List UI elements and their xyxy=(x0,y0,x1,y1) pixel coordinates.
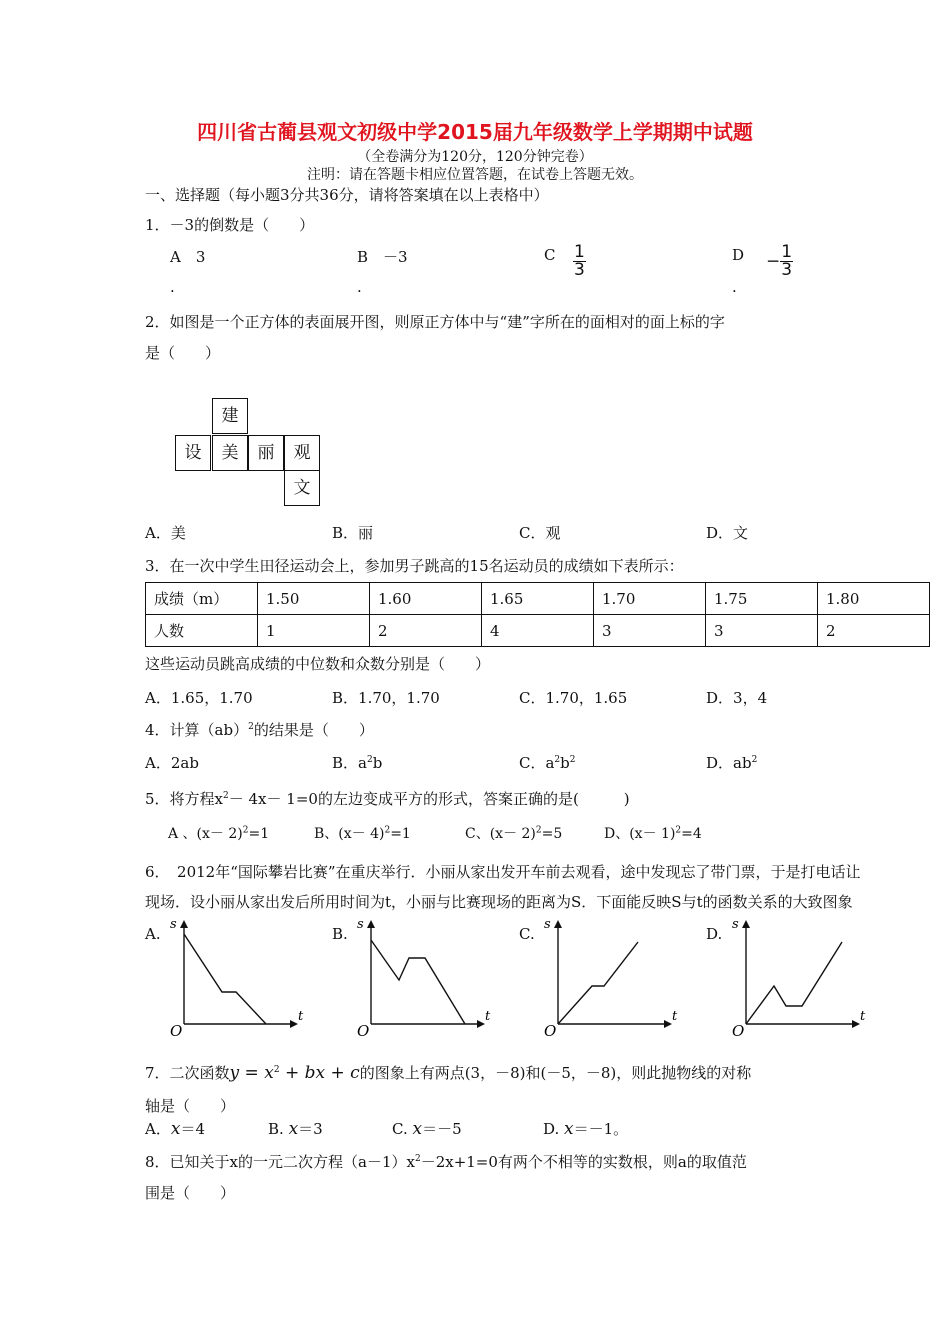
q4-b-end: b xyxy=(372,754,383,772)
q4-d-text: D．ab xyxy=(706,754,752,772)
q4-stem-exp: 2 xyxy=(248,722,254,732)
q4-b-exp: 2 xyxy=(366,755,373,765)
q7-b-text: B. xyxy=(268,1120,284,1138)
graph-b-s-label: s xyxy=(357,917,364,932)
q6-graph-a xyxy=(160,912,310,1042)
q3-option-c: C．1.70，1.65 xyxy=(519,689,628,707)
table-row xyxy=(146,615,930,647)
q7-exp: 2 xyxy=(273,1065,280,1075)
table-cell: 1.75 xyxy=(706,583,818,615)
graph-a-t-arrow xyxy=(290,1020,298,1028)
graph-d-line xyxy=(746,942,842,1024)
subtitle-score: （全卷满分为120分，120分钟完卷） xyxy=(357,149,593,165)
q5-d-exp: 2 xyxy=(675,825,682,836)
q7-option-c xyxy=(392,1118,462,1139)
q4-option-c xyxy=(519,752,576,773)
q1-d-denominator: 3 xyxy=(781,260,793,280)
table-row xyxy=(146,583,930,615)
net-face-jian: 建 xyxy=(212,398,248,434)
q2-option-b: B．丽 xyxy=(332,524,374,542)
q7-b-var: x xyxy=(288,1119,299,1139)
graph-a-origin: O xyxy=(170,1022,183,1040)
q8-stem-line1 xyxy=(145,1151,747,1172)
q5-option-c xyxy=(465,823,562,843)
graph-d-t-arrow xyxy=(852,1020,860,1028)
q3-question: 这些运动员跳高成绩的中位数和众数分别是（ ） xyxy=(145,655,491,673)
q4-c-exp2: 2 xyxy=(569,755,576,765)
q7-var-y: y xyxy=(229,1063,240,1083)
q1-option-d-dot: . xyxy=(732,278,737,296)
q5-c-exp: 2 xyxy=(535,825,542,836)
q1-d-sign: − xyxy=(766,251,781,272)
q7-option-d xyxy=(543,1118,628,1139)
q1-stem: 1．－3的倒数是（ ） xyxy=(145,216,315,234)
q7-a-val: ＝4 xyxy=(180,1120,205,1138)
q1-option-a: A 3 xyxy=(170,248,206,266)
q4-c-exp1: 2 xyxy=(554,755,561,765)
graph-b-origin: O xyxy=(357,1022,370,1040)
graph-c-t-arrow xyxy=(664,1020,672,1028)
table-cell: 4 xyxy=(482,615,594,647)
q5-stem-text: 5．将方程x xyxy=(145,790,224,808)
q3-score-table xyxy=(145,582,930,647)
q8-stem-line2: 围是（ ） xyxy=(145,1184,236,1202)
q1-option-a-dot: . xyxy=(170,278,175,296)
q8-exp: 2 xyxy=(414,1154,421,1164)
q7-plus1: + xyxy=(279,1063,305,1083)
graph-b-line xyxy=(371,940,465,1024)
q7-stem-end: 的图象上有两点(3，－8)和(－5，－8)，则此抛物线的对称 xyxy=(359,1064,752,1082)
table-cell: 3 xyxy=(594,615,706,647)
q1-option-b: B －3 xyxy=(357,248,408,266)
q2-option-a: A．美 xyxy=(145,524,186,542)
net-face-wen: 文 xyxy=(284,470,320,506)
q7-stem xyxy=(145,1062,751,1083)
graph-c-s-arrow xyxy=(554,920,562,928)
q4-d-exp: 2 xyxy=(751,755,758,765)
q5-option-b xyxy=(314,823,411,843)
table-cell: 1.80 xyxy=(818,583,930,615)
q6-stem-line2: 现场．设小丽从家出发后所用时间为t，小丽与比赛现场的距离为S．下面能反映S与t的函数关系的大致图象 xyxy=(145,893,853,911)
q7-c-var: x xyxy=(412,1119,423,1139)
q6-label-b: B. xyxy=(332,925,348,943)
q7-option-a xyxy=(145,1118,205,1139)
q5-a-exp: 2 xyxy=(242,825,249,836)
q7-stem-line2: 轴是（ ） xyxy=(145,1097,236,1115)
graph-b-s-arrow xyxy=(367,920,375,928)
q7-a-text: A． xyxy=(145,1120,171,1138)
q1-option-b-dot: . xyxy=(357,278,362,296)
q3-option-b: B．1.70，1.70 xyxy=(332,689,440,707)
q2-option-c: C．观 xyxy=(519,524,561,542)
table-cell: 3 xyxy=(706,615,818,647)
q4-c-text: C．a xyxy=(519,754,555,772)
q5-c-text: C、(x－ 2) xyxy=(465,826,536,842)
graph-a-line xyxy=(184,934,266,1024)
graph-d-s-arrow xyxy=(742,920,750,928)
q5-b-exp: 2 xyxy=(384,825,391,836)
graph-c-s-label: s xyxy=(544,917,551,932)
q6-graph-d xyxy=(722,912,872,1042)
table-cell: 成绩（m） xyxy=(146,583,258,615)
graph-c-t-label: t xyxy=(672,1009,678,1024)
graph-b-t-arrow xyxy=(477,1020,485,1028)
q7-d-val: ＝－1。 xyxy=(573,1120,629,1138)
q7-c-val: ＝－5 xyxy=(422,1120,462,1138)
q2-option-d: D．文 xyxy=(706,524,749,542)
q7-var-c: c xyxy=(350,1063,360,1083)
q4-stem xyxy=(145,719,374,740)
net-face-she: 设 xyxy=(175,435,211,471)
q2-stem-line1: 2．如图是一个正方体的表面展开图，则原正方体中与“建”字所在的面相对的面上标的字 xyxy=(145,313,725,331)
q3-option-d: D．3，4 xyxy=(706,689,768,707)
q6-graph-b xyxy=(347,912,497,1042)
q7-a-var: x xyxy=(170,1119,181,1139)
q5-d-text: D、(x－ 1) xyxy=(604,826,676,842)
q1-c-denominator: 3 xyxy=(574,260,585,280)
q7-c-text: C. xyxy=(392,1120,408,1138)
q5-c-end: =5 xyxy=(541,826,563,842)
q4-option-a: A．2ab xyxy=(145,754,199,772)
table-cell: 1 xyxy=(258,615,370,647)
q5-d-end: =4 xyxy=(681,826,702,842)
q5-b-text: B、(x－ 4) xyxy=(314,826,385,842)
table-cell: 1.50 xyxy=(258,583,370,615)
q3-option-a: A．1.65，1.70 xyxy=(145,689,253,707)
table-cell: 1.70 xyxy=(594,583,706,615)
table-cell: 1.65 xyxy=(482,583,594,615)
q6-graph-c xyxy=(534,912,684,1042)
graph-a-s-arrow xyxy=(180,920,188,928)
table-cell: 2 xyxy=(818,615,930,647)
q1-c-numerator: 1 xyxy=(574,242,585,262)
net-face-li: 丽 xyxy=(248,435,284,471)
net-face-guan: 观 xyxy=(284,435,320,471)
q7-var-bx: bx xyxy=(304,1063,326,1083)
table-cell: 2 xyxy=(370,615,482,647)
graph-c-origin: O xyxy=(544,1022,557,1040)
graph-a-t-label: t xyxy=(298,1009,304,1024)
q5-a-text: A 、(x－ 2) xyxy=(168,826,243,842)
graph-a-s-label: s xyxy=(170,917,177,932)
graph-d-origin: O xyxy=(732,1022,745,1040)
q3-stem: 3．在一次中学生田径运动会上，参加男子跳高的15名运动员的成绩如下表所示： xyxy=(145,557,684,575)
q7-plus2: + xyxy=(325,1063,351,1083)
table-cell: 人数 xyxy=(146,615,258,647)
graph-c-line xyxy=(558,942,638,1024)
page-title: 四川省古蔺县观文初级中学2015届九年级数学上学期期中试题 xyxy=(197,120,753,144)
q6-stem-line1: 6． 2012年“国际攀岩比赛”在重庆举行．小丽从家出发开车前去观看，途中发现忘了带门票，于是打电话让 xyxy=(145,863,861,881)
graph-d-t-label: t xyxy=(860,1009,866,1024)
q5-b-end: =1 xyxy=(390,826,411,842)
q7-b-val: ＝3 xyxy=(298,1120,323,1138)
q4-option-d xyxy=(706,752,757,773)
graph-b-t-label: t xyxy=(485,1009,491,1024)
q7-d-var: x xyxy=(564,1119,574,1139)
q2-stem-line2: 是（ ） xyxy=(145,344,221,362)
q7-eq: = xyxy=(239,1063,265,1083)
section-heading: 一、选择题（每小题3分共36分，请将答案填在以上表格中） xyxy=(145,186,549,204)
q5-stem xyxy=(145,788,630,809)
q8-stem-text: 8．已知关于x的一元二次方程（a－1）x xyxy=(145,1153,415,1171)
q5-stem-end: － 4x－ 1=0的左边变成平方的形式，答案正确的是( ) xyxy=(228,790,630,808)
q4-stem-end: 的结果是（ ） xyxy=(253,721,374,739)
q6-label-c: C. xyxy=(519,925,535,943)
q7-stem-text: 7．二次函数 xyxy=(145,1064,230,1082)
q5-a-end: =1 xyxy=(248,826,270,842)
net-face-mei: 美 xyxy=(212,435,248,471)
q4-b-text: B．a xyxy=(332,754,367,772)
q5-stem-exp: 2 xyxy=(223,791,229,801)
q6-label-a: A. xyxy=(145,925,161,943)
q7-option-b xyxy=(268,1118,323,1139)
q4-option-b xyxy=(332,752,382,773)
q1-option-c-fraction xyxy=(573,244,586,279)
table-cell: 1.60 xyxy=(370,583,482,615)
graph-d-s-label: s xyxy=(732,917,739,932)
q4-c-mid: b xyxy=(560,754,570,772)
q7-var-x: x xyxy=(264,1063,274,1083)
q1-option-c-label: C xyxy=(544,246,556,264)
q1-d-numerator: 1 xyxy=(781,242,793,262)
q6-label-d: D. xyxy=(706,925,723,943)
q8-stem-end: －2x+1=0有两个不相等的实数根，则a的取值范 xyxy=(420,1153,747,1171)
q5-option-a xyxy=(168,823,269,843)
q7-d-text: D. xyxy=(543,1120,560,1138)
q1-option-d-label: D xyxy=(732,246,745,264)
subtitle-note: 注明：请在答题卡相应位置答题，在试卷上答题无效。 xyxy=(307,167,643,183)
q1-option-d-fraction xyxy=(766,244,793,279)
q5-option-d xyxy=(604,823,702,843)
q4-stem-text: 4．计算（ab） xyxy=(145,721,249,739)
